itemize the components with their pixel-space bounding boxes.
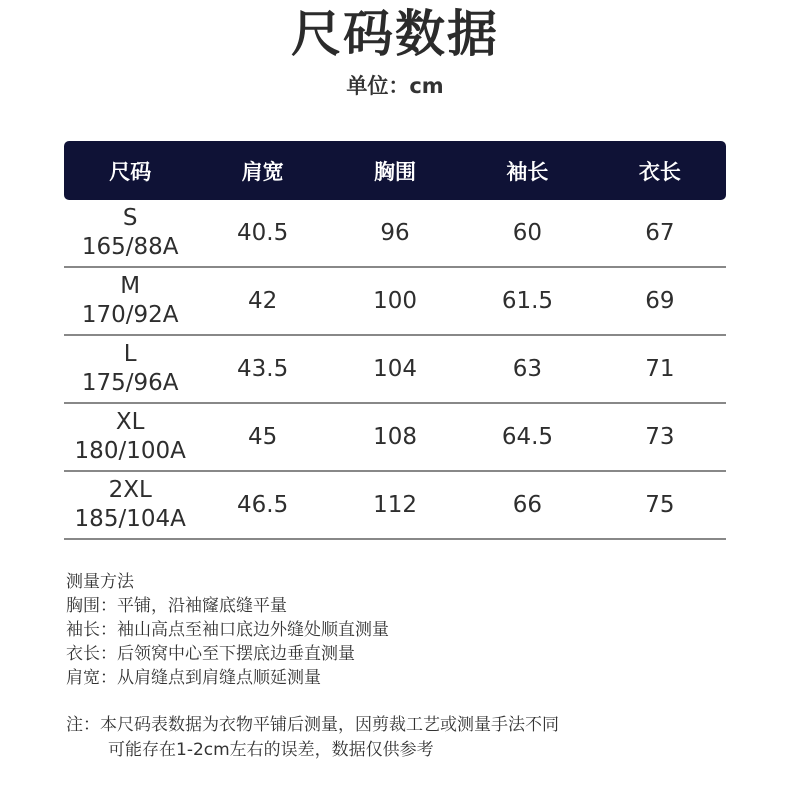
sleeve-value: 63 xyxy=(512,356,543,382)
header-size: 尺码 xyxy=(109,159,152,184)
size-cell xyxy=(64,476,196,534)
table-row xyxy=(64,404,726,472)
chest-value: 96 xyxy=(380,220,410,246)
notes-heading: 测量方法 xyxy=(66,572,134,592)
chest-value: 100 xyxy=(373,288,417,314)
shoulder-value: 43.5 xyxy=(237,356,289,382)
sleeve-value: 64.5 xyxy=(501,424,554,450)
header-shoulder: 肩宽 xyxy=(241,159,284,184)
disclaimer-line-1: 注：本尺码表数据为衣物平铺后测量，因剪裁工艺或测量手法不同 xyxy=(66,715,559,735)
size-label: L xyxy=(123,341,137,367)
header-chest: 胸围 xyxy=(374,159,417,184)
sleeve-value: 66 xyxy=(512,492,543,518)
size-spec: 165/88A xyxy=(81,234,179,260)
length-value: 75 xyxy=(645,492,675,518)
chest-value: 112 xyxy=(373,492,417,518)
note-length: 衣长：后领窝中心至下摆底边垂直测量 xyxy=(66,644,355,664)
shoulder-value: 40.5 xyxy=(237,220,289,246)
length-value: 73 xyxy=(645,424,675,450)
table-row xyxy=(64,336,726,404)
shoulder-value: 42 xyxy=(247,288,278,314)
shoulder-value: 46.5 xyxy=(237,492,289,518)
note-sleeve: 袖长：袖山高点至袖口底边外缝处顺直测量 xyxy=(66,620,389,640)
size-label: XL xyxy=(115,409,145,435)
size-label: S xyxy=(122,205,138,231)
size-table xyxy=(64,141,726,540)
sleeve-value: 60 xyxy=(512,220,543,246)
length-value: 71 xyxy=(645,356,675,382)
page-title: 尺码数据 xyxy=(291,5,499,63)
size-spec: 175/96A xyxy=(81,370,179,396)
length-value: 67 xyxy=(645,220,675,246)
length-value: 69 xyxy=(645,288,675,314)
disclaimer xyxy=(66,713,559,763)
sleeve-value: 61.5 xyxy=(501,288,554,314)
size-spec: 180/100A xyxy=(74,438,186,464)
size-label: M xyxy=(120,273,141,299)
chest-value: 104 xyxy=(373,356,417,382)
measurement-notes xyxy=(66,570,389,690)
size-spec: 185/104A xyxy=(74,506,186,532)
size-spec: 170/92A xyxy=(81,302,179,328)
shoulder-value: 45 xyxy=(247,424,278,450)
unit-label: 单位：cm xyxy=(346,74,444,98)
note-shoulder: 肩宽：从肩缝点到肩缝点顺延测量 xyxy=(66,668,321,688)
table-row xyxy=(64,200,726,268)
table-header xyxy=(64,141,726,200)
header-sleeve: 袖长 xyxy=(506,159,549,184)
size-cell xyxy=(64,408,196,466)
header-length: 衣长 xyxy=(638,159,681,184)
size-cell xyxy=(64,272,196,330)
size-cell xyxy=(64,340,196,398)
size-cell xyxy=(64,204,196,262)
table-row xyxy=(64,472,726,540)
chest-value: 108 xyxy=(373,424,417,450)
table-row xyxy=(64,268,726,336)
size-label: 2XL xyxy=(108,477,152,503)
note-chest: 胸围：平铺，沿袖窿底缝平量 xyxy=(66,596,287,616)
disclaimer-line-2: 可能存在1-2cm左右的误差，数据仅供参考 xyxy=(108,740,434,760)
